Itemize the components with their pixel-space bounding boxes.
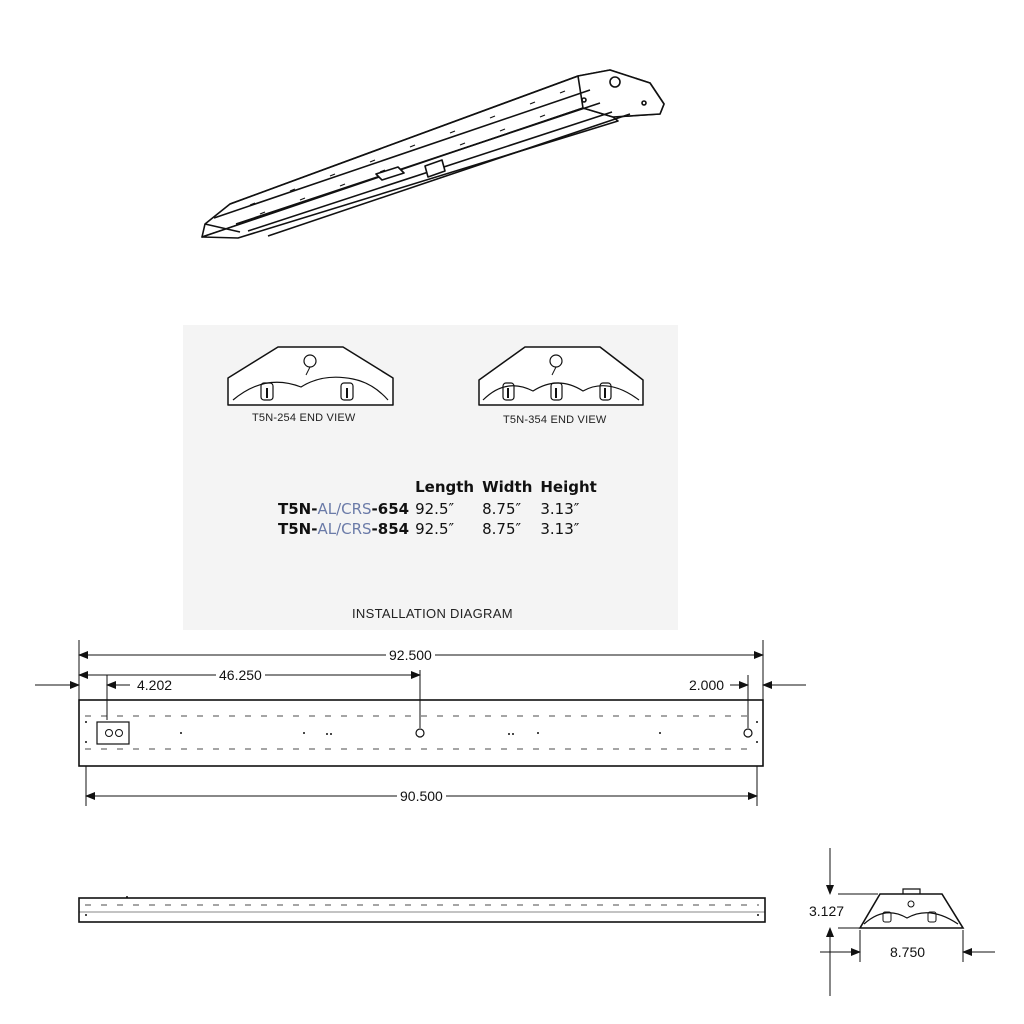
end-view-caption-254: T5N-254 END VIEW bbox=[252, 412, 356, 424]
installation-top-view bbox=[79, 700, 763, 766]
spec-table-header bbox=[278, 478, 605, 498]
installation-diagram-title: INSTALLATION DIAGRAM bbox=[352, 606, 513, 621]
model-name: T5N-AL/CRS-854 bbox=[278, 520, 410, 538]
header-length: Length bbox=[415, 478, 475, 496]
length-value: 92.5″ bbox=[415, 500, 455, 518]
side-elevation-view bbox=[79, 896, 765, 922]
fixture-isometric-view bbox=[202, 70, 664, 238]
width-value: 8.75″ bbox=[482, 520, 522, 538]
dim-center: 46.250 bbox=[216, 667, 265, 683]
header-width: Width bbox=[482, 478, 533, 496]
end-view-caption-354: T5N-354 END VIEW bbox=[503, 414, 607, 426]
t5n-254-end-view-drawing bbox=[228, 347, 393, 405]
dim-width: 8.750 bbox=[887, 944, 928, 960]
spec-row bbox=[278, 498, 605, 518]
dim-offset-left: 4.202 bbox=[134, 677, 175, 693]
model-name: T5N-AL/CRS-654 bbox=[278, 500, 410, 518]
end-view-section bbox=[820, 848, 995, 996]
dim-overall-length: 92.500 bbox=[386, 647, 435, 663]
dim-hole-span: 90.500 bbox=[397, 788, 446, 804]
spec-table bbox=[278, 478, 605, 538]
length-value: 92.5″ bbox=[415, 520, 455, 538]
dim-height: 3.127 bbox=[806, 903, 847, 919]
width-value: 8.75″ bbox=[482, 500, 522, 518]
height-value: 3.13″ bbox=[540, 500, 580, 518]
dim-offset-right: 2.000 bbox=[686, 677, 727, 693]
header-height: Height bbox=[540, 478, 597, 496]
height-value: 3.13″ bbox=[540, 520, 580, 538]
spec-row bbox=[278, 518, 605, 538]
t5n-354-end-view-drawing bbox=[479, 347, 643, 405]
